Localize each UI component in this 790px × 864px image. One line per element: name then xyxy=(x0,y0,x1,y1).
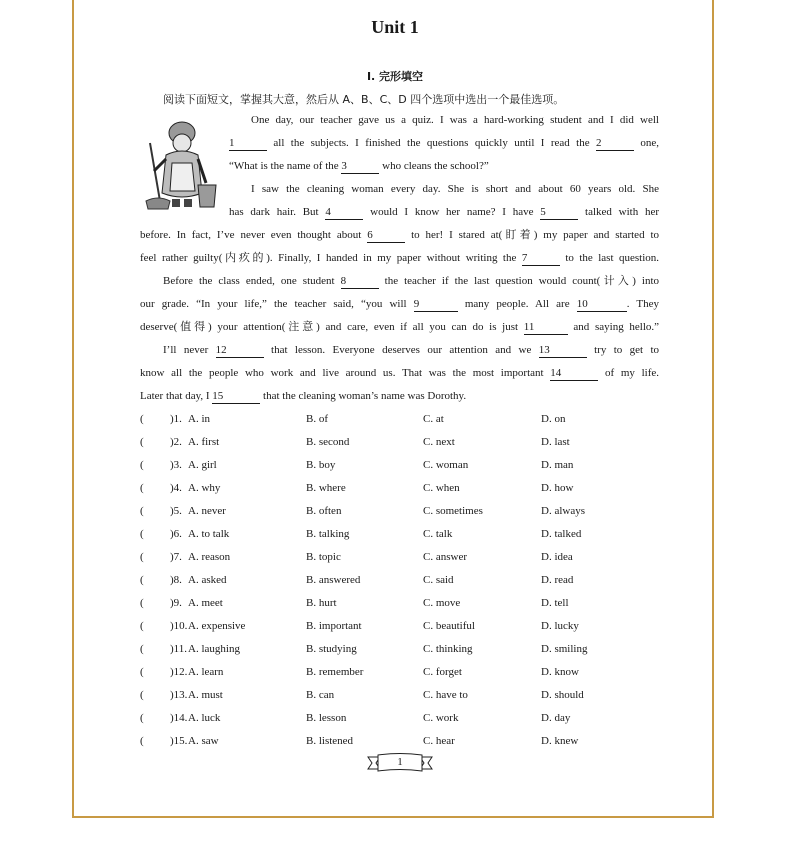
option-c: C. said xyxy=(423,574,454,586)
option-b: B. studying xyxy=(306,643,357,655)
question-number: )11. xyxy=(170,643,188,655)
question-row xyxy=(140,551,700,571)
blank-12: 12 xyxy=(216,344,264,358)
option-d: D. lucky xyxy=(541,620,579,632)
passage-line: deserve(值得) your attention(注意) and care, even if all you can do is just 11 and saying hello.” xyxy=(140,321,660,333)
passage-line: has dark hair. But 4 would I know her name? I have 5 talked with her xyxy=(229,206,660,218)
question-number: )1. xyxy=(170,413,182,425)
option-a: A. meet xyxy=(188,597,223,609)
blank-6: 6 xyxy=(367,229,405,243)
option-a: A. why xyxy=(188,482,221,494)
option-d: D. always xyxy=(541,505,585,517)
option-b: B. talking xyxy=(306,528,350,540)
passage-line: “What is the name of the 3 who cleans the school?” xyxy=(229,160,489,172)
passage-line: One day, our teacher gave us a quiz. I was a hard-working student and I did well xyxy=(251,114,659,126)
unit-title: Unit 1 xyxy=(371,17,419,37)
question-number: )12. xyxy=(170,666,188,678)
option-d: D. talked xyxy=(541,528,582,540)
option-d: D. day xyxy=(541,712,571,724)
option-c: C. hear xyxy=(423,735,455,747)
option-c: C. next xyxy=(423,436,455,448)
option-a: A. reason xyxy=(188,551,231,563)
blank-7: 7 xyxy=(522,252,560,266)
answer-paren: ( xyxy=(140,620,144,632)
question-number: )6. xyxy=(170,528,182,540)
option-c: C. beautiful xyxy=(423,620,475,632)
blank-8: 8 xyxy=(341,275,379,289)
passage-line: Later that day, I 15 that the cleaning woman’s name was Dorothy. xyxy=(140,390,467,402)
option-c: C. woman xyxy=(423,459,469,471)
question-number: )10. xyxy=(170,620,188,632)
option-a: A. in xyxy=(188,413,210,425)
question-number: )9. xyxy=(170,597,182,609)
option-b: B. boy xyxy=(306,459,336,471)
answer-paren: ( xyxy=(140,666,144,678)
option-c: C. sometimes xyxy=(423,505,483,517)
option-b: B. lesson xyxy=(306,712,347,724)
option-a: A. asked xyxy=(188,574,227,586)
question-number: )8. xyxy=(170,574,182,586)
question-number: )2. xyxy=(170,436,182,448)
option-c: C. work xyxy=(423,712,459,724)
question-number: )14. xyxy=(170,712,188,724)
question-row xyxy=(140,436,700,456)
option-d: D. should xyxy=(541,689,584,701)
passage-line: before. In fact, I’ve never even thought about 6 to her! I stared at(盯着) my paper and started to xyxy=(140,229,659,241)
option-b: B. second xyxy=(306,436,350,448)
answer-paren: ( xyxy=(140,413,144,425)
question-number: )15. xyxy=(170,735,188,747)
section-title: Ⅰ. 完形填空 xyxy=(366,70,424,83)
question-row xyxy=(140,482,700,502)
question-number: )3. xyxy=(170,459,182,471)
blank-10: 10 xyxy=(577,298,627,312)
passage-line: our grade. “In your life,” the teacher said, “you will 9 many people. All are 10 . They xyxy=(140,298,660,310)
option-b: B. listened xyxy=(306,735,354,747)
option-d: D. read xyxy=(541,574,574,586)
question-row xyxy=(140,620,700,640)
blank-13: 13 xyxy=(539,344,587,358)
option-a: A. expensive xyxy=(188,620,246,632)
page-number-badge xyxy=(366,753,434,775)
answer-paren: ( xyxy=(140,597,144,609)
option-b: B. where xyxy=(306,482,346,494)
option-a: A. luck xyxy=(188,712,221,724)
option-b: B. often xyxy=(306,505,342,517)
option-b: B. can xyxy=(306,689,335,701)
answer-paren: ( xyxy=(140,528,144,540)
instruction-text: 阅读下面短文，掌握其大意，然后从 A、B、C、D 四个选项中选出一个最佳选项。 xyxy=(163,93,565,106)
option-d: D. man xyxy=(541,459,574,471)
answer-paren: ( xyxy=(140,643,144,655)
answer-paren: ( xyxy=(140,482,144,494)
passage-line: I saw the cleaning woman every day. She is short and about 60 years old. She xyxy=(251,183,659,195)
option-c: C. at xyxy=(423,413,444,425)
answer-paren: ( xyxy=(140,735,144,747)
blank-15: 15 xyxy=(212,390,260,404)
question-number: )13. xyxy=(170,689,188,701)
question-row xyxy=(140,643,700,663)
question-row xyxy=(140,597,700,617)
blank-11: 11 xyxy=(524,321,568,335)
passage-line: I’ll never 12 that lesson. Everyone deserves our attention and we 13 try to get to xyxy=(163,344,660,356)
option-d: D. smiling xyxy=(541,643,588,655)
blank-4: 4 xyxy=(325,206,363,220)
option-d: D. on xyxy=(541,413,566,425)
option-c: C. talk xyxy=(423,528,453,540)
question-number: )4. xyxy=(170,482,182,494)
option-d: D. know xyxy=(541,666,579,678)
option-a: A. to talk xyxy=(188,528,230,540)
option-a: A. laughing xyxy=(188,643,240,655)
option-a: A. first xyxy=(188,436,220,448)
blank-9: 9 xyxy=(414,298,458,312)
blank-3: 3 xyxy=(341,160,379,174)
option-d: D. idea xyxy=(541,551,573,563)
passage-line: know all the people who work and live around us. That was the most important 14 of my life. xyxy=(140,367,660,379)
question-number: )7. xyxy=(170,551,182,563)
option-c: C. answer xyxy=(423,551,467,563)
passage-line: feel rather guilty(内疚的). Finally, I handed in my paper without writing the 7 to the last question. xyxy=(140,252,660,264)
answer-paren: ( xyxy=(140,505,144,517)
option-d: D. how xyxy=(541,482,574,494)
answer-paren: ( xyxy=(140,459,144,471)
option-b: B. topic xyxy=(306,551,341,563)
option-a: A. saw xyxy=(188,735,219,747)
question-row xyxy=(140,528,700,548)
blank-14: 14 xyxy=(550,367,598,381)
blank-1: 1 xyxy=(229,137,267,151)
option-c: C. forget xyxy=(423,666,462,678)
question-number: )5. xyxy=(170,505,182,517)
question-row xyxy=(140,574,700,594)
question-row xyxy=(140,505,700,525)
question-row xyxy=(140,689,700,709)
option-b: B. remember xyxy=(306,666,364,678)
option-c: C. thinking xyxy=(423,643,473,655)
answer-paren: ( xyxy=(140,712,144,724)
option-b: B. of xyxy=(306,413,328,425)
option-c: C. have to xyxy=(423,689,468,701)
page-number: 1 xyxy=(397,756,403,768)
option-d: D. knew xyxy=(541,735,579,747)
question-row xyxy=(140,735,700,755)
answer-paren: ( xyxy=(140,689,144,701)
cleaning-woman-illustration xyxy=(140,113,220,213)
answer-paren: ( xyxy=(140,551,144,563)
option-b: B. important xyxy=(306,620,362,632)
option-d: D. last xyxy=(541,436,570,448)
answer-paren: ( xyxy=(140,436,144,448)
option-c: C. move xyxy=(423,597,461,609)
option-a: A. girl xyxy=(188,459,217,471)
option-a: A. must xyxy=(188,689,223,701)
question-row xyxy=(140,712,700,732)
option-c: C. when xyxy=(423,482,460,494)
question-row xyxy=(140,413,700,433)
option-d: D. tell xyxy=(541,597,569,609)
answer-paren: ( xyxy=(140,574,144,586)
question-row xyxy=(140,666,700,686)
blank-5: 5 xyxy=(540,206,578,220)
question-row xyxy=(140,459,700,479)
option-b: B. answered xyxy=(306,574,361,586)
passage-line: Before the class ended, one student 8 the teacher if the last question would count(计入) into xyxy=(163,275,659,287)
option-a: A. never xyxy=(188,505,226,517)
option-b: B. hurt xyxy=(306,597,337,609)
blank-2: 2 xyxy=(596,137,634,151)
option-a: A. learn xyxy=(188,666,224,678)
passage-line: 1 all the subjects. I finished the questions quickly until I read the 2 one, xyxy=(229,137,659,149)
